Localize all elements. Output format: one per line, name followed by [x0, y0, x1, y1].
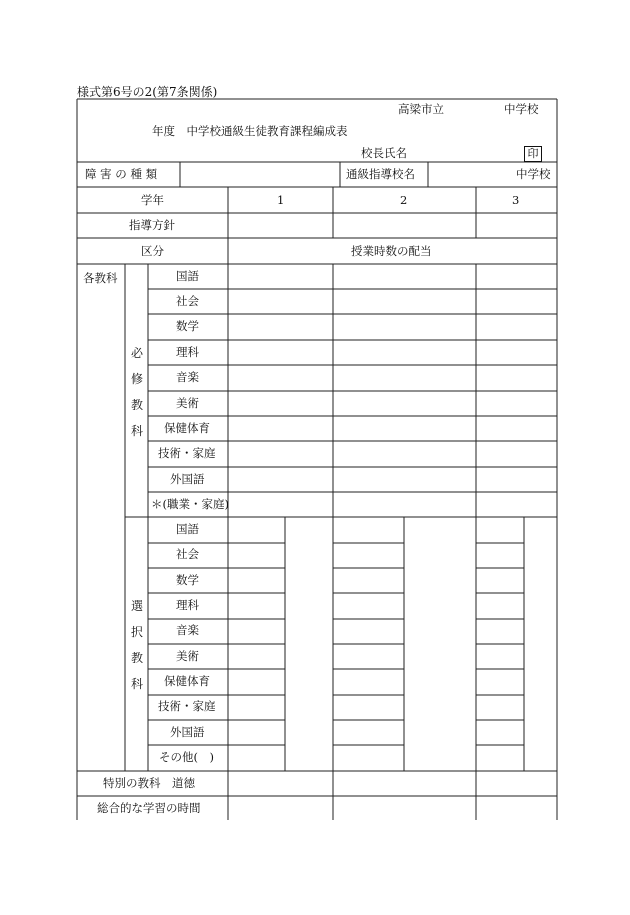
elective-subject: 数学 [176, 573, 199, 587]
elective-subject: 音楽 [176, 623, 199, 637]
elective-subject: その他( ) [159, 750, 214, 764]
required-subject: 国語 [176, 269, 199, 283]
elective-subject: 国語 [176, 522, 199, 536]
grade-1: 1 [277, 193, 285, 207]
integrated-study-label: 総合的な学習の時間 [97, 801, 201, 815]
required-subject: 外国語 [170, 472, 205, 486]
seal-box: 印 [524, 146, 542, 162]
form-number: 様式第6号の2(第7条関係) [77, 85, 218, 99]
page-title: 年度 中学校通級生徒教育課程編成表 [152, 124, 348, 138]
elective-subject: 美術 [176, 649, 199, 663]
required-subject: 美術 [176, 396, 199, 410]
category-label: 区分 [141, 244, 164, 258]
grade-label: 学年 [141, 193, 164, 207]
city-school-label: 高梁市立 [398, 102, 444, 116]
guidance-school-label: 通級指導校名 [346, 167, 415, 181]
principal-label: 校長氏名 [361, 146, 407, 160]
subjects-label: 各教科 [83, 271, 118, 285]
required-subject: ＊(職業・家庭) [151, 497, 229, 511]
elective-subject: 技術・家庭 [158, 699, 216, 713]
required-subject: 音楽 [176, 370, 199, 384]
required-subject: 数学 [176, 319, 199, 333]
elective-subject: 外国語 [170, 725, 205, 739]
required-subject: 理科 [176, 345, 199, 359]
required-subject: 保健体育 [164, 421, 210, 435]
elective-subject: 理科 [176, 598, 199, 612]
elective-label: 選 択 教 科 [130, 599, 143, 691]
required-subject: 社会 [176, 294, 199, 308]
disability-label: 障 害 の 種 類 [85, 167, 158, 181]
required-label: 必 修 教 科 [130, 346, 143, 438]
required-subject: 技術・家庭 [158, 446, 216, 460]
moral-label: 特別の教科 道徳 [103, 776, 195, 790]
guidance-school-suffix: 中学校 [516, 167, 551, 181]
policy-label: 指導方針 [129, 218, 175, 232]
elective-subject: 保健体育 [164, 674, 210, 688]
grade-2: 2 [400, 193, 408, 207]
allocation-label: 授業時数の配当 [351, 244, 432, 258]
school-suffix: 中学校 [504, 102, 539, 116]
elective-subject: 社会 [176, 547, 199, 561]
grade-3: 3 [512, 193, 520, 207]
